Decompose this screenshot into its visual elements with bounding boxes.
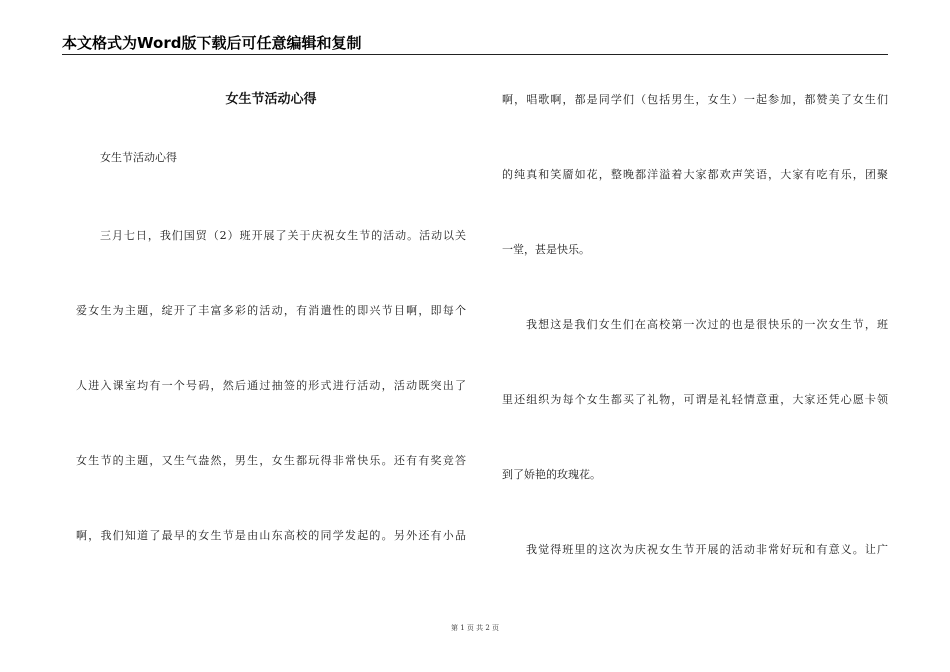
page-indicator: 第 1 页 共 2 页 (450, 624, 500, 632)
paragraph-line: 女生节的主题，又生气盎然，男生，女生都玩得非常快乐。还有有奖竞答 (76, 454, 466, 467)
paragraph-line: 爱女生为主题，绽开了丰富多彩的活动，有消遣性的即兴节目啊，即每个 (76, 304, 466, 317)
paragraph-line: 的纯真和笑靥如花，整晚都洋溢着大家都欢声笑语，大家有吃有乐，团聚 (502, 168, 888, 181)
paragraph-line: 一堂，甚是快乐。 (502, 243, 590, 256)
header-divider (62, 54, 888, 55)
document-title: 女生节活动心得 (225, 92, 317, 107)
paragraph-line: 我觉得班里的这次为庆祝女生节开展的活动非常好玩和有意义。让广 (526, 543, 888, 556)
paragraph-line: 到了娇艳的玫瑰花。 (502, 468, 601, 481)
document-header-title: 本文格式为Word版下载后可任意编辑和复制 (62, 34, 362, 52)
paragraph-line: 啊，我们知道了最早的女生节是由山东高校的同学发起的。另外还有小品 (76, 529, 466, 542)
paragraph-line: 啊，唱歌啊，都是同学们（包括男生，女生）一起参加，都赞美了女生们 (502, 93, 888, 106)
paragraph-line: 人进入课室均有一个号码，然后通过抽签的形式进行活动，活动既突出了 (76, 379, 466, 392)
paragraph-subtitle: 女生节活动心得 (100, 151, 177, 164)
paragraph-line: 里还组织为每个女生都买了礼物，可谓是礼轻情意重，大家还凭心愿卡领 (502, 393, 888, 406)
paragraph-line: 我想这是我们女生们在高校第一次过的也是很快乐的一次女生节，班 (526, 318, 888, 331)
paragraph-line: 三月七日，我们国贸（2）班开展了关于庆祝女生节的活动。活动以关 (100, 229, 466, 242)
